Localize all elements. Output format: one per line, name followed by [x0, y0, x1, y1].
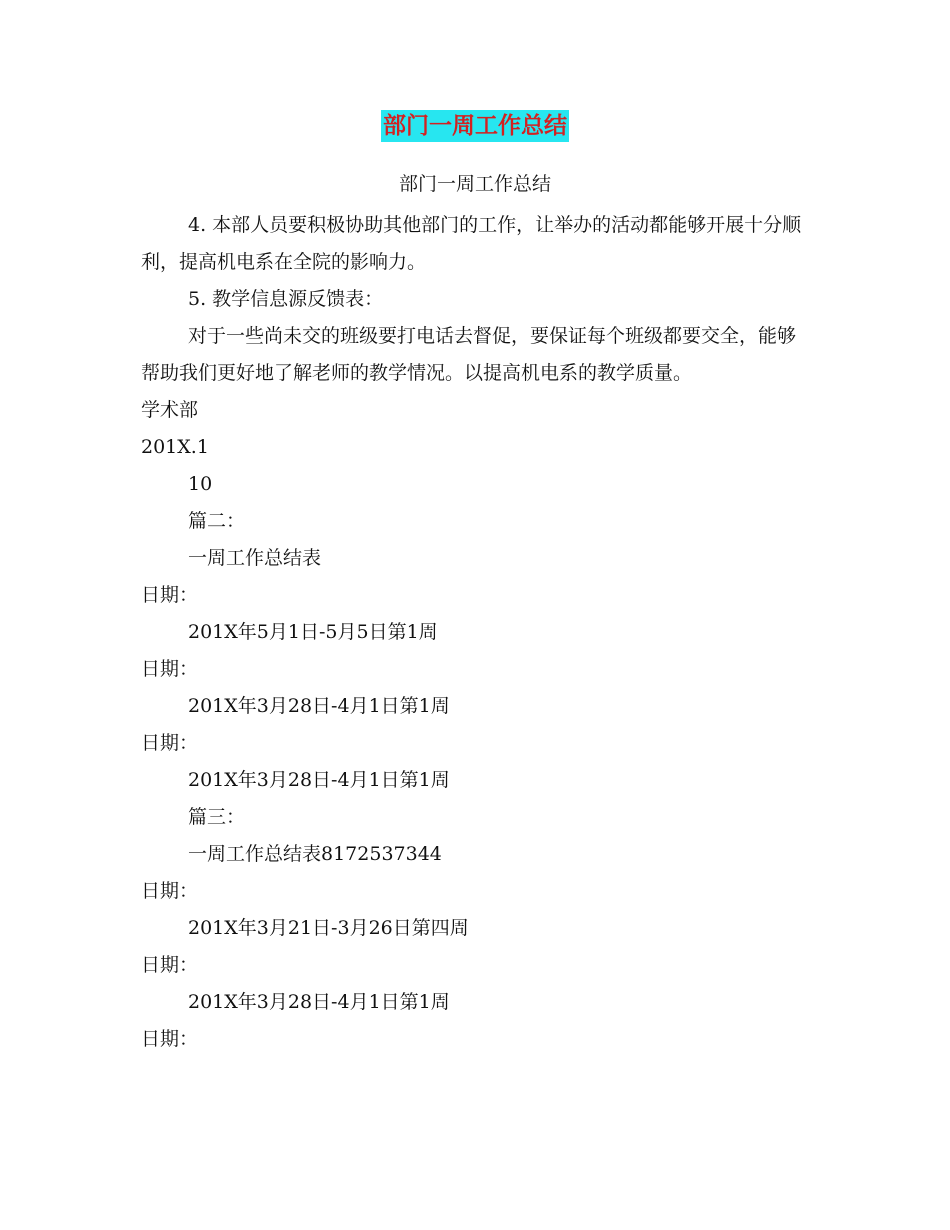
table-title: 一周工作总结表 — [188, 547, 322, 569]
paragraph: 4. 本部人员要积极协助其他部门的工作，让举办的活动都能够开展十分顺利，提高机电系在全院的影响力。 — [141, 214, 802, 273]
date-range: 201X年3月28日-4月1日第1周 — [188, 991, 450, 1013]
document-subtitle: 部门一周工作总结 — [398, 173, 551, 195]
date-label: 日期： — [141, 584, 199, 606]
date-line: 201X.1 — [141, 436, 209, 458]
paragraph: 5. 教学信息源反馈表： — [188, 288, 384, 310]
date-range: 201X年5月1日-5月5日第1周 — [188, 621, 438, 643]
date-label: 日期： — [141, 658, 199, 680]
date-label: 日期： — [141, 880, 199, 902]
title-container — [0, 110, 950, 142]
date-label: 日期： — [141, 1028, 199, 1050]
document-title: 部门一周工作总结 — [381, 110, 569, 142]
section-heading: 篇二： — [188, 510, 246, 532]
date-label: 日期： — [141, 954, 199, 976]
date-range: 201X年3月21日-3月26日第四周 — [188, 917, 469, 939]
date-line: 10 — [188, 473, 213, 495]
document-body — [141, 207, 809, 1058]
date-label: 日期： — [141, 732, 199, 754]
date-range: 201X年3月28日-4月1日第1周 — [188, 695, 450, 717]
table-title: 一周工作总结表8172537344 — [188, 843, 442, 865]
date-range: 201X年3月28日-4月1日第1周 — [188, 769, 450, 791]
section-heading: 篇三： — [188, 806, 246, 828]
paragraph: 对于一些尚未交的班级要打电话去督促，要保证每个班级都要交全，能够帮助我们更好地了解老师的教学情况。以提高机电系的教学质量。 — [141, 325, 797, 384]
department-signature: 学术部 — [141, 399, 199, 421]
